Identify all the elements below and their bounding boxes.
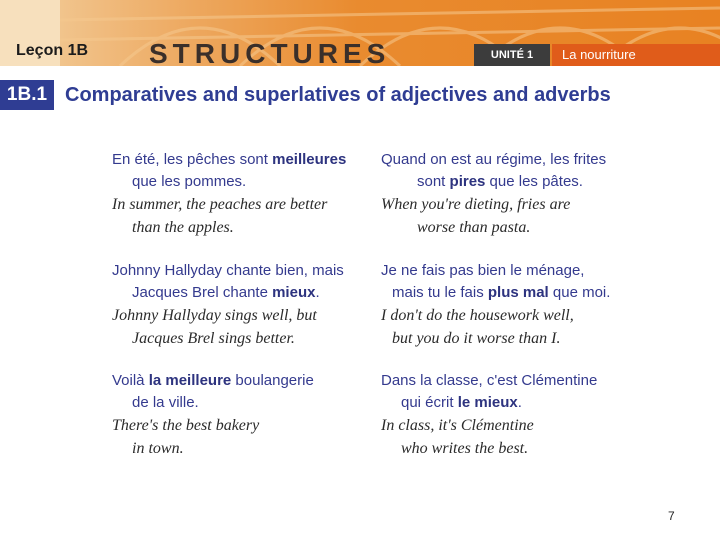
english-line: than the apples. <box>132 219 234 236</box>
section-title: Comparatives and superlatives of adjectives and adverbs <box>65 84 611 106</box>
example-block <box>112 149 372 239</box>
example-block <box>381 149 641 239</box>
french-line: de la ville. <box>132 394 199 411</box>
english-line: Johnny Hallyday sings well, but <box>112 307 317 324</box>
english-line: worse than pasta. <box>417 219 531 236</box>
french-line: Jacques Brel chante mieux. <box>132 284 320 301</box>
page-number: 7 <box>668 509 675 523</box>
section-number: 1B.1 <box>0 80 54 110</box>
example-block <box>112 260 372 350</box>
example-block <box>112 370 372 460</box>
unit-label: UNITÉ 1 <box>474 44 550 66</box>
french-line: Je ne fais pas bien le ménage, <box>381 262 585 279</box>
section-header <box>0 80 720 110</box>
header-banner <box>0 0 720 66</box>
english-line: In class, it's Clémentine <box>381 417 534 434</box>
french-line: En été, les pêches sont meilleures <box>112 151 347 168</box>
english-line: When you're dieting, fries are <box>381 196 571 213</box>
example-block <box>381 260 671 350</box>
english-line: who writes the best. <box>401 440 529 457</box>
lesson-label: Leçon 1B <box>16 42 89 59</box>
english-line: but you do it worse than I. <box>392 330 561 347</box>
french-line: sont pires que les pâtes. <box>417 173 583 190</box>
english-line: In summer, the peaches are better <box>112 196 328 213</box>
french-line: Quand on est au régime, les frites <box>381 151 607 168</box>
english-line: I don't do the housework well, <box>381 307 574 324</box>
french-line: Johnny Hallyday chante bien, mais <box>112 262 344 279</box>
english-line: There's the best bakery <box>112 417 260 434</box>
example-block <box>381 370 641 460</box>
french-line: Voilà la meilleure boulangerie <box>112 372 314 389</box>
french-line: qui écrit le mieux. <box>401 394 522 411</box>
french-line: mais tu le fais plus mal que moi. <box>392 284 611 301</box>
unit-title: La nourriture <box>552 44 720 66</box>
french-line: que les pommes. <box>132 173 247 190</box>
english-line: Jacques Brel sings better. <box>132 330 295 347</box>
french-line: Dans la classe, c'est Clémentine <box>381 372 598 389</box>
english-line: in town. <box>132 440 184 457</box>
structures-heading: STRUCTURES <box>149 38 391 66</box>
